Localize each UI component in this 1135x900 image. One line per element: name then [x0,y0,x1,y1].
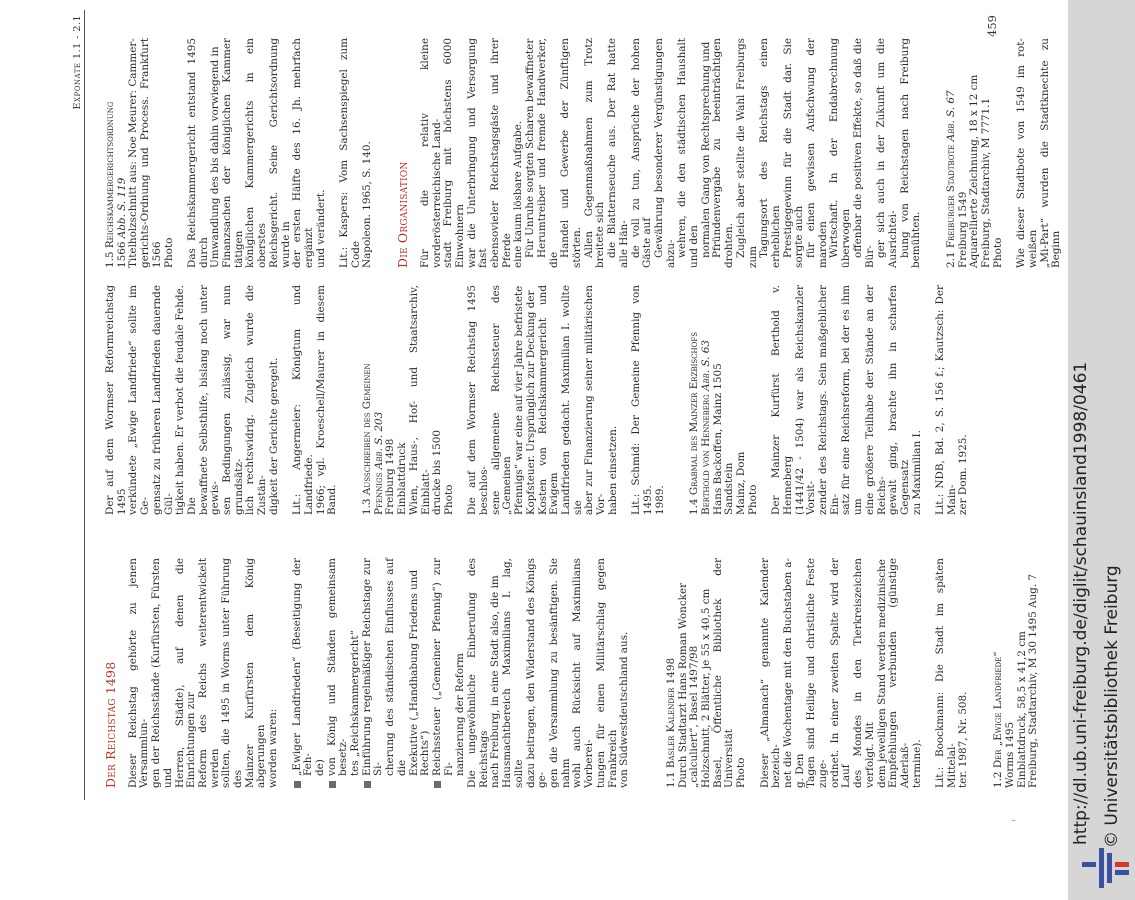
body-paragraph [467,285,619,515]
text-line: lich rechtswidrig. Zugleich wurde die Zustän- [244,285,269,515]
text-line: Einblattdruck, 58,5 x 41,2 cm [1015,631,1028,788]
text-line: gen die Versammlung zu besänftigen. Sie nahm [548,558,572,788]
ub-freiburg-logo-icon [1082,848,1130,888]
section-heading-organisation: Die Organisation [395,161,411,268]
text-line: haben einsetzen. [606,425,619,515]
literature-note [935,285,970,515]
text-line: Herumtreiber und fremde Handwerker, die [535,38,560,268]
text-line: Exekutive („Handhabung Friedens und [407,569,420,776]
text-line: Prestigegewinn für die Stadt dar. Sie sorgte auch [781,38,806,268]
text-line: aber zur Finanzierung seiner militärischen Vor- [583,285,608,515]
entry-title-word: Berthold von Henneberg [700,394,712,515]
text-line: drucke bis 1500 [431,430,444,515]
text-line: de voll zu tun, Ansprüche der hohen Gäste auf [629,38,654,268]
catalog-entry-1-5 [105,38,175,268]
text-line: (1441/42 - 1504) war als Reichskanzler Vorsit- [793,285,818,515]
text-line: Empfehlungen verbunden (günstige Aderlaß- [887,558,911,788]
text-line: der ersten Hälfte des 16. Jh. mehrfach ergänzt [291,38,315,268]
text-line: worden waren: [267,708,280,788]
square-bullet-icon [364,781,371,788]
text-line: Photo [991,237,1004,268]
catalog-entry-1-2 [993,558,1040,788]
text-line: Die auf dem Wormser Reichstag 1495 beschlos- [466,285,491,515]
literature-note [631,285,666,515]
text-line: Wirtschaft. In der Endabrechnung überwogen [828,38,853,268]
entry-title: 1.1 Basler Kalender 1498 [664,657,677,788]
text-line: Die ungewöhnliche Einberufung des Reichstags [466,558,490,788]
text-line: von König und Ständen gemeinsam besetz- [325,558,350,776]
column-2 [105,285,982,515]
text-line: Kosten von Reichskammergericht und Ewigem [536,285,561,515]
text-line: Reform des Reichs weiterentwickelt werden [196,558,221,788]
text-line: gerichts-Ordnung und Process. Frankfurt 1566 [139,38,163,268]
text-line: Einführung regelmäßiger Reichstage zur Si- [360,558,385,776]
square-bullet-icon [434,781,441,788]
figure-reference: Abb. S. 203 [372,411,385,470]
text-line: gensatz zu früheren Landfrieden dauernde Gül- [150,285,175,515]
text-line: war die Unterbringung und Versorgung fast [465,38,490,268]
text-line: Wie dieser Stadtbote von 1549 im rot-weißen [1015,38,1039,268]
entry-title-cont [701,285,713,515]
scan-mark: ' [1010,818,1024,822]
text-line: 1966; vgl. Kroeschell/Maurer in diesem Band. [314,285,339,515]
text-line: stadt Freiburg mit höchstens 6000 Einwohnern [442,38,466,268]
text-line: von Südwestdeutschland aus. [618,631,631,788]
entry-title-word: 1566 [115,241,128,268]
literature-note [935,558,970,788]
literature-note [339,38,374,268]
text-line: Finanzsachen der königlichen Kammer tätigen [221,38,245,268]
catalog-entry-1-3 [362,285,456,515]
text-line: Landfrieden gedacht. Maximilian I. wollte sie [559,285,584,515]
text-line: Freiburg 1498 [384,438,397,515]
text-line: bung von Reichstagen nach Freiburg bemühten. [898,38,923,268]
text-line: Hans Backoffen, Mainz 1505 [711,363,724,515]
text-line: Umwandlung des bis dahin vorwiegend in [209,46,222,268]
text-line: tes „Reichskammergericht“ [349,630,362,776]
text-line: verkündete „Ewige Landfriede“ sollte im Ge- [127,285,152,515]
text-line: Mainz, Dom [735,451,748,515]
text-line: Holzschnitt, 2 Blätter, je 55 x 40,5 cm [700,588,713,788]
text-line: Pfennigs“ war eine auf vier Jahre befristete [513,285,526,515]
bullet-item [327,558,362,788]
text-line: Lit.: Boockmann: Die Stadt im späten Mittelal- [934,558,958,788]
body-paragraph [187,38,327,268]
text-line: eine kaum lösbare Aufgabe. [512,120,525,268]
reform-bullet-list [292,558,468,788]
text-line: tigkeit haben. Er verbot die feudale Fehde. Die [174,285,198,515]
bullet-item [432,558,467,788]
text-line: nanzierung der Reform [454,653,467,776]
text-line: Reichssteuer („Gemeiner Pfennig“) zur Fi- [430,558,455,776]
text-line: dem jeweiligen Stand werden medizinische [875,559,888,788]
text-line: zer Dom. 1925. [957,434,970,515]
figure-reference: Abb. S. 119 [115,177,128,239]
section-heading-reichstag: Der Reichstag 1498 [103,661,118,788]
text-line: gen der Reichsstände (Kurfürsten, Fürsten und [150,558,174,788]
body-paragraph [420,38,525,268]
text-line: Wien, Haus-, Hof- und Staatsarchiv, Einblatt- [407,285,432,515]
text-line: Zugleich aber stellte die Wahl Freiburgs zum [734,38,759,268]
text-line: Tagungsort des Reichstags einen erheblichen [758,38,782,268]
figure-reference: Abb. S. 63 [700,339,712,391]
library-watermark-strip [1068,0,1135,900]
square-bullet-icon [329,781,336,788]
entry-title: 1.3 Ausschreiben des Gemeinen [361,363,374,515]
text-line: königlichen Kammergerichts in ein oberstes [244,38,269,268]
entry-title: 1.5 Reichskammergerichtsordnung [104,101,116,268]
text-line: die Blatternseuche aus. Der Rat hatte alle Hän- [606,38,630,268]
text-line: Lit.: Angermeier: Königtum und Landfriede. [291,285,315,515]
text-line: Allen Gegenmaßnahmen zum Trotz breitete sich [582,38,607,268]
bullet-item [292,558,327,788]
literature-note [292,285,339,515]
text-line: Lit.: Kaspers: Vom Sachsenspiegel zum Code [338,38,362,268]
body-paragraph [467,558,631,788]
strip-text-rotated [1068,0,1135,900]
text-line: Titelholzschnitt aus: Noe Meurer: Cammer- [127,38,140,268]
square-bullet-icon [294,781,301,788]
bullet-item [362,558,432,788]
header-rule [84,10,85,800]
text-line: Freiburg 1549 [956,191,969,268]
text-line: sen Bedingungen zulässig, war nun grundsätz- [221,285,245,515]
text-line: Dieser Reichstag gehörte zu jenen Versammlun- [126,558,151,788]
text-line: gewalt ging, brachte ihn in scharfen Gegensatz [887,285,911,515]
text-line: „calculiert“, Basel 1497/98 [688,645,701,788]
text-line: eine größere Teilhabe der Stände an der Reichs- [863,285,888,515]
text-line: termine). [910,739,923,788]
entry-title: 1.2 Der „Ewige Landfriede“ [992,651,1005,788]
text-line: nach Freiburg, in eine Stadt also, die im [489,575,502,788]
text-line: Kopfsteuer. Ursprünglich zur Deckung der [524,290,537,515]
text-line: Photo [162,237,175,268]
text-line: Aquarellierte Zeichnung, 18 x 12 cm [968,74,981,268]
text-line: cherung des ständischen Einflusses auf die [384,558,408,776]
entry-title-word: Pfennigs [372,472,385,515]
text-line: zender des Reichstags. Sein maßgeblicher Ein- [817,285,841,515]
text-line: ger sich auch in der Zukunft um die Ausrichtei- [875,38,899,268]
body-paragraph [105,285,281,515]
text-line: dazu beitragen, den Widerstand des Königs ge- [524,558,549,788]
text-line: Basel, Öffentliche Bibliothek der Universität [711,558,736,788]
text-line: „Ewiger Landfrieden“ (Beseitigung der Feh- [290,558,315,776]
text-line: Tagen sind Heilige und christliche Feste zuge- [805,558,830,788]
text-line: Handel und Gewerbe der Zünftigen störten. [559,38,583,268]
text-line: Für Unruhe sorgten Scharen bewaffneter [524,38,537,258]
text-line: bewaffnete Selbsthilfe, bislang noch unter gewis- [197,285,222,515]
body-paragraph [525,38,736,268]
catalog-entry-1-1 [666,558,748,788]
text-line: des Mondes in den Tierkreiszeichen verfolgt. Mit [852,558,876,788]
text-line: Einblattdruck [396,442,409,515]
page-number: 459 [985,15,999,37]
text-line: net die Wochentage mit den Buchstaben a-g. Den [781,558,806,788]
text-line: Lit.: NDB, Bd. 2, S. 156 f.; Kautzsch: Der Main- [934,285,958,515]
text-line: ter. 1987, Nr. 508. [957,691,970,788]
text-line: Mainzer Kurfürsten dem König abgerungen [243,558,268,788]
text-line: und verändert. [314,189,327,268]
text-line: Das Reichskammergericht entstand 1495 durch [185,38,210,268]
text-line: satz für eine Reichsreform, bei der es ihm um [840,285,865,515]
text-line: wohl auch Rücksicht auf Maximilians Vorberei- [571,558,596,788]
entry-description [760,558,924,788]
catalog-entry-2-1 [946,38,1005,268]
text-line: Pfründenvergabe zu beeinträchtigen drohten. [711,38,736,268]
text-line: Photo [735,757,748,788]
entry-title-word: 2.1 Freiburger Stadtbote [945,144,958,268]
catalog-entry-1-4 [689,285,759,515]
digital-library-url: http://dl.ub.uni-freiburg.de/diglit/schauinsland1998/0461 [1071,361,1091,845]
text-line: sollten, die 1495 in Worms unter Führung des [220,558,245,788]
text-line: Durch Stadtarzt Hans Roman Woncker [676,582,689,788]
text-line: Dieser „Almanach“ genannte Kalender bezeich- [758,558,783,788]
text-line: zu Maximilian I. [910,430,923,515]
text-line: Der Mainzer Kurfürst Berthold v. Henneberg [770,285,794,515]
body-paragraph [1016,38,1063,268]
text-line: tungen für einen Militärschlag gegen Frankreich [594,558,619,788]
text-line: Reichsgericht. Seine Gerichtsordnung wurde in [267,38,292,268]
text-line: Freiburg, Stadtarchiv, M 7771.1 [980,97,993,268]
text-line: Napoleon. 1965, S. 140. [361,141,374,268]
text-line: Hausmachtbereich Maximilians I. lag, sollte [501,558,525,788]
text-line: Für die relativ kleine vorderösterreichische Land- [418,38,443,268]
text-line: Freiburg, Stadtarchiv, M 30 1495 Aug. 7 [1027,573,1040,788]
entry-title: 1.4 Grabmal des Mainzer Erzbischofs [688,332,701,515]
text-line: Gewährung besonderer Vergünstigungen abzu- [652,38,677,268]
text-line: ordnet. In einer zweiten Spalte wird der Lauf [828,558,853,788]
text-line: normalen Gang von Rechtsprechung und [699,41,712,258]
text-line: Rechts“) [419,730,432,776]
text-line: offenbar die positiven Effekte, so daß die Bür- [851,38,876,268]
running-header: Exponate 1.1 - 2.1 [72,15,83,110]
text-line: Herren, Städte), auf denen die Einrichtungen zur [173,558,198,788]
text-line: Sandstein [723,462,736,515]
body-paragraph [771,285,923,515]
text-line: ebensovieler Reichstagsgäste und ihrer Pferde [489,38,513,268]
text-line: „Mi-Part“ wurden die Stadtknechte zu Beginn [1038,38,1063,268]
intro-paragraph [128,558,280,788]
text-line: Photo [746,484,759,515]
text-line: 1989. [653,485,666,515]
text-line: Photo [442,484,455,515]
figure-reference: Abb. S. 67 [945,90,958,142]
column-3 [105,38,1075,268]
copyright-notice: © Universitätsbibliothek Freiburg [1102,565,1122,848]
body-paragraph [736,38,923,268]
text-line: de) [313,759,326,776]
text-line: digkeit der Gerichte geregelt. [267,357,280,515]
text-line: Der auf dem Wormser Reformreichstag 1495 [104,285,128,515]
text-line: Lit.: Schmid: Der Gemeine Pfennig von 1495. [630,285,654,515]
text-line: für einen gewissen Aufschwung der maroden [805,38,829,268]
text-line: sene allgemeine Reichssteuer des „Gemeinen [489,285,514,515]
column-1 [105,558,1052,788]
text-line: wehren, die den städtischen Haushalt und den [676,38,701,268]
text-line: Worms 1495 [1003,721,1016,788]
